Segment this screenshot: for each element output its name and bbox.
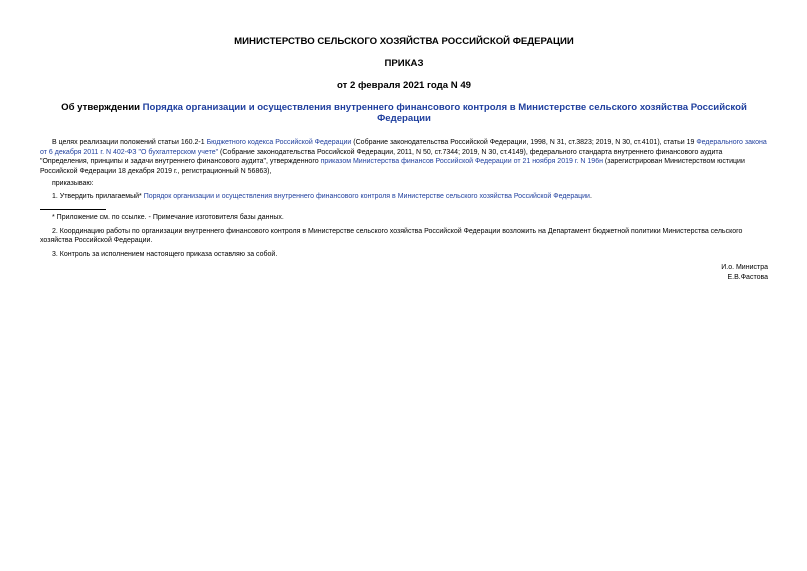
- minfin-order-link[interactable]: приказом Министерства финансов Российской Федерации от 21 ноября 2019 г. N 196н: [320, 158, 603, 165]
- budget-code-link[interactable]: Бюджетного кодекса Российской Федерации: [206, 139, 352, 146]
- procedure-link[interactable]: Порядок организации и осуществления внутреннего финансового контроля в Министерстве сельского хозяйства Российской Федерации: [143, 192, 590, 200]
- document-page: [40, 30, 768, 282]
- item-1-end: .: [589, 192, 592, 200]
- signature-position: И.о. Министра: [721, 264, 768, 271]
- preamble-text-2: (Собрание законодательства Российской Федерации, 1998, N 31, ст.3823; 2019, N 30, ст.4101), статьи 19: [351, 139, 697, 146]
- federal-law-link[interactable]: Федерального закона от 6 декабря 2011 г. N 402-ФЗ "О бухгалтерском учете": [40, 139, 767, 156]
- title-prefix: Об утверждении: [61, 102, 143, 113]
- signature-name: Е.В.Фастова: [727, 273, 768, 281]
- order-date: от 2 февраля 2021 года N 49: [336, 80, 471, 91]
- ministry-heading: МИНИСТЕРСТВО СЕЛЬСКОГО ХОЗЯЙСТВА РОССИЙСКОЙ ФЕДЕРАЦИИ: [234, 36, 574, 47]
- preamble-text-1: В целях реализации положений статьи 160.2-1: [52, 139, 207, 146]
- signature-block: [40, 263, 768, 282]
- preamble-text-3: (Собрание законодательства Российской Федерации, 2011, N 50, ст.7344; 2019, N 30, ст.4149), федерального стандарта внутреннего финансового аудита "Определения, принципы и задачи внутреннего финансового аудита", утвержденного: [40, 148, 723, 165]
- item-3-paragraph: 3. Контроль за исполнением настоящего приказа оставляю за собой.: [52, 250, 278, 258]
- item-1-paragraph: [40, 192, 768, 202]
- footnote: * Приложение см. по ссылке. - Примечание изготовителя базы данных.: [52, 214, 284, 221]
- document-body: [40, 138, 768, 259]
- item-1-text: 1. Утвердить прилагаемый*: [52, 192, 144, 200]
- item-2-paragraph: 2. Координацию работы по организации внутреннего финансового контроля в Министерстве сельского хозяйства Российской Федерации возложить на Департамент бюджетной политики Министерства сельского хозяйства Российской Федерации.: [40, 227, 743, 244]
- footnote-divider: [40, 209, 106, 210]
- preamble-text-4: (зарегистрирован Министерством юстиции Российской Федерации 18 декабря 2019 г., регистрационный N 56863),: [40, 158, 745, 175]
- order-heading: ПРИКАЗ: [384, 58, 424, 69]
- ordering-word: приказываю:: [52, 180, 94, 187]
- document-title: [40, 102, 768, 124]
- title-link[interactable]: Порядка организации и осуществления внутреннего финансового контроля в Министерстве сельского хозяйства Российской Федерации: [142, 102, 747, 124]
- preamble-paragraph: [40, 138, 768, 176]
